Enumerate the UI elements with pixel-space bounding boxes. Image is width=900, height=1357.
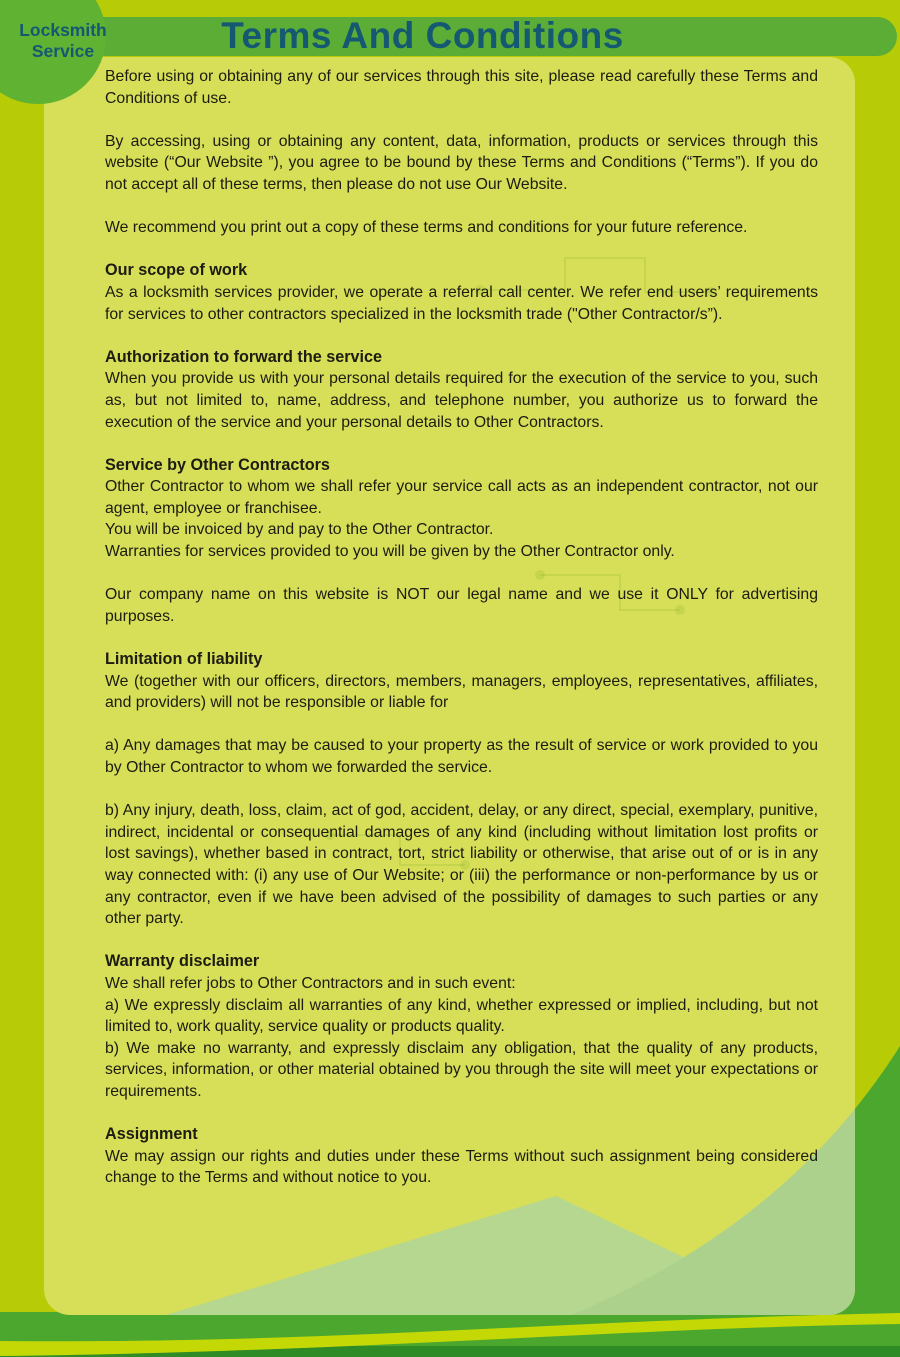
logo-line-1: Locksmith	[19, 20, 107, 40]
logo-text	[10, 20, 116, 62]
paragraph: b) Any injury, death, loss, claim, act of god, accident, delay, or any direct, special, exemplary, punitive, indirect, incidental or consequential damages of any kind (including without limitation lost profits or lost savings), whether based in contract, tort, strict liability or otherwise, that arise out of or is in any way connected with: (i) any use of Our Website; or (iii) the performance or non-performance by us or any contractor, even if we have been advised of the possibility of damages to such parties or any other party.	[105, 802, 818, 928]
paragraph: We may assign our rights and duties under these Terms without such assignment being considered change to the Terms and without notice to you.	[105, 1147, 818, 1187]
section-heading: Assignment	[105, 1125, 198, 1144]
title-banner	[0, 17, 897, 56]
paragraph: We (together with our officers, directors, members, managers, employees, representatives, affiliates, and providers) will not be responsible or liable for	[105, 672, 818, 712]
paragraph: By accessing, using or obtaining any content, data, information, products or services through this website (“Our Website ”), you agree to be bound by these Terms and Conditions (“Terms”). If you do not accept all of these terms, then please do not use Our Website.	[105, 132, 818, 193]
paragraph: As a locksmith services provider, we operate a referral call center. We refer end users’ requirements for services to other contractors specialized in the locksmith trade ("Other Contractor/s”).	[105, 283, 818, 323]
page-title: Terms And Conditions	[221, 15, 624, 56]
paragraph: We recommend you print out a copy of these terms and conditions for your future reference.	[105, 219, 748, 237]
paragraph: Other Contractor to whom we shall refer your service call acts as an independent contractor, not our agent, employee or franchisee.	[105, 478, 818, 517]
section-heading: Our scope of work	[105, 261, 248, 280]
logo-line-2: Service	[31, 41, 95, 61]
terms-content	[44, 57, 855, 1189]
paragraph: When you provide us with your personal details required for the execution of the service to you, such as, but not limited to, name, address, and telephone number, you authorize us to forward the execution of the service and your personal details to Other Contractors.	[105, 370, 818, 431]
section-heading: Authorization to forward the service	[105, 347, 383, 366]
paragraph: a) We expressly disclaim all warranties of any kind, whether expressed or implied, including, but not limited to, work quality, service quality or products quality.	[105, 996, 818, 1036]
paragraph: b) We make no warranty, and expressly disclaim any obligation, that the quality of any products, services, information, or other material obtained by you through the site will meet your expectations or requirements.	[105, 1039, 818, 1100]
paragraph: a) Any damages that may be caused to your property as the result of service or work provided to you by Other Contractor to whom we forwarded the service.	[105, 737, 818, 776]
section-heading: Service by Other Contractors	[105, 455, 330, 474]
section-heading: Warranty disclaimer	[105, 952, 260, 971]
section-heading: Limitation of liability	[105, 650, 263, 669]
paragraph: You will be invoiced by and pay to the Other Contractor.	[105, 521, 494, 539]
terms-panel	[44, 57, 855, 1315]
paragraph: We shall refer jobs to Other Contractors and in such event:	[105, 974, 516, 992]
paragraph: Before using or obtaining any of our services through this site, please read carefully these Terms and Conditions of use.	[105, 68, 818, 107]
paragraph: Our company name on this website is NOT our legal name and we use it ONLY for advertising purposes.	[105, 586, 818, 625]
paragraph: Warranties for services provided to you will be given by the Other Contractor only.	[105, 543, 675, 561]
